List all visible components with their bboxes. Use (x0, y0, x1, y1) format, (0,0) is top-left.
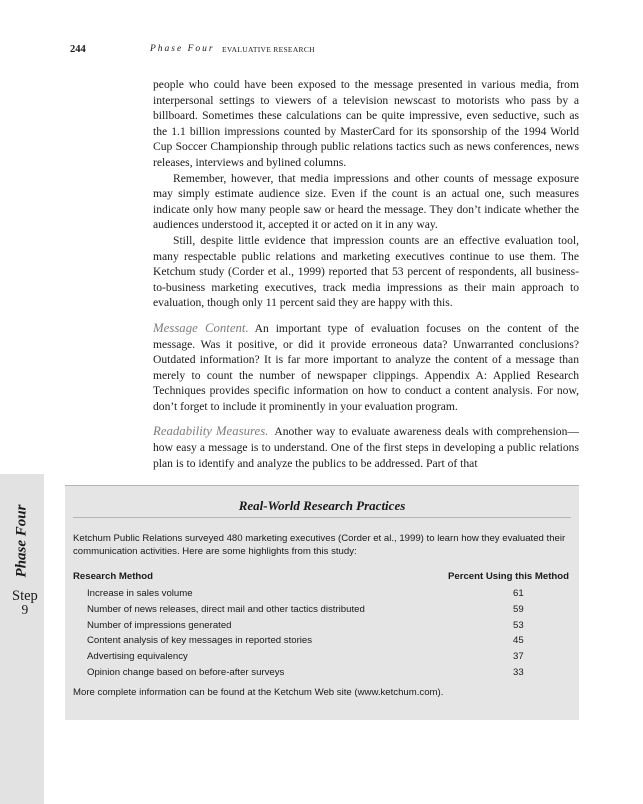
research-practices-box (65, 485, 579, 720)
paragraph-1: people who could have been exposed to the message presented in various media, from interpersonal settings to viewers of a television newscast to motorists who pass by a billboard. Sometimes these calculations can be quite impressive, even seductive, such as the 1.1 billion impressions counted by MasterCard for its sponsorship of the 1994 World Cup Soccer Championship through public relations tactics such as news conferences, news releases, interviews and bylined columns. (153, 78, 579, 169)
col-method-header: Research Method (73, 571, 153, 582)
box-title: Real-World Research Practices (238, 498, 406, 513)
readability-heading: Readability Measures. (153, 424, 269, 439)
paragraph-2: Remember, however, that media impressions and other counts of message exposure may simply estimate audience size. Even if the count is an actual one, such measures indicate only how many people saw or heard the message. They don’t indicate whether the audiences understood it, accepted it or acted on it in any way. (153, 171, 579, 232)
page-number: 244 (70, 44, 86, 55)
method-cell: Content analysis of key messages in reported stories (87, 635, 313, 647)
method-cell: Increase in sales volume (87, 588, 193, 599)
percent-cell: 45 (513, 635, 524, 647)
percent-cell: 61 (513, 588, 524, 599)
table-row (73, 635, 569, 651)
table-row (73, 620, 569, 636)
table-row (73, 588, 569, 604)
col-percent-header: Percent Using this Method (448, 571, 569, 582)
readability-text: Another way to evaluate awareness deals with comprehension—how easy a message is to understand. One of the first steps in developing a public relations plan is to identify and analyze the publics to be addressed. Part of that (153, 425, 579, 470)
method-cell: Opinion change based on before-after surveys (87, 666, 285, 678)
table-header (73, 571, 569, 588)
table-row (73, 604, 569, 620)
phase-label: Phase Four (13, 504, 30, 578)
step-number: 9 (21, 602, 29, 617)
step-text: Step (12, 588, 38, 604)
methods-table (73, 571, 569, 683)
box-footer: More complete information can be found at the Ketchum Web site (www.ketchum.com). (73, 687, 444, 698)
percent-cell: 59 (513, 603, 524, 615)
message-content-heading: Message Content. (153, 320, 249, 335)
percent-cell: 33 (513, 666, 524, 678)
paragraph-readability (153, 424, 579, 471)
message-content-text: An important type of evaluation focuses on the content of the message. Was it positive, or did it provide erroneous data? Unwarranted conclusions? Outdated information? It is far more important to analyze the content of a message than merely to count the number of newspaper clippings. Appendix A: Applied Research Techniques provides specific information on how to conduct a content analysis. For now, don’t forget to include it prominently in your evaluation program. (153, 321, 579, 413)
paragraph-3: Still, despite little evidence that impression counts are an effective evaluation tool, many respectable public relations and marketing executives continue to use them. The Ketchum study (Corder et al., 1999) reported that 53 percent of respondents, all business-to-business marketing executives, track media impressions as their main approach to evaluation, though only 11 percent said they are happy with this. (153, 233, 579, 310)
method-cell: Advertising equivalency (87, 651, 188, 663)
body-text (153, 77, 579, 471)
percent-cell: 37 (513, 651, 524, 663)
table-row (73, 651, 569, 667)
table-row (73, 667, 569, 683)
box-divider (73, 517, 571, 518)
method-cell: Number of news releases, direct mail and other tactics distributed (87, 603, 365, 615)
paragraph-message-content (153, 321, 579, 415)
part-title: Phase Four (150, 44, 215, 54)
percent-cell: 53 (513, 619, 524, 631)
box-intro: Ketchum Public Relations surveyed 480 marketing executives (Corder et al., 1999) to learn how they evaluated their communication activities. Here are some highlights from this study: (73, 533, 566, 557)
section-title: EVALUATIVE RESEARCH (222, 45, 315, 54)
step-label (12, 589, 38, 617)
method-cell: Number of impressions generated (87, 619, 232, 631)
